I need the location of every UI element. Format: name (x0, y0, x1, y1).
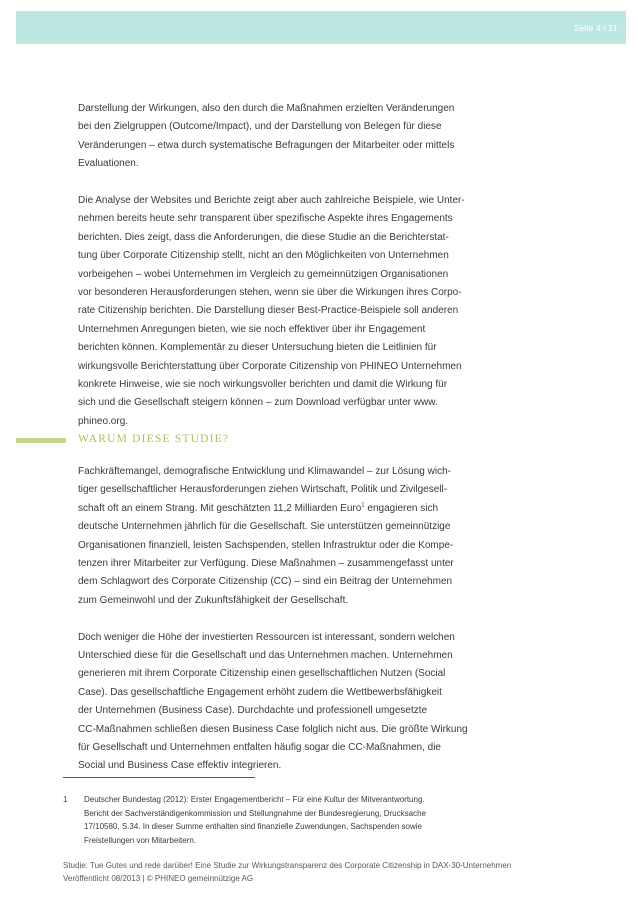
intro-paragraph-1 (78, 100, 468, 174)
text-line: tung über Corporate Citizenship stellt, nicht an den Möglichkeiten von Unternehmen (78, 250, 449, 262)
footer-study-title: Studie: Tue Gutes und rede darüber! Eine Studie zur Wirkungstransparenz des Corporate Citizenship in DAX-30-Unternehmen (63, 861, 512, 870)
intro-paragraph-2 (78, 192, 468, 431)
text-line: dem Schlagwort des Corporate Citizenship (CC) – sind ein Beitrag der Unternehmen (78, 576, 453, 588)
text-line: rate Citizenship berichten. Die Darstellung dieser Best-Practice-Beispiele soll anderen (78, 305, 459, 317)
text-line: Unterschied diese für die Gesellschaft und das Unternehmen machen. Unternehmen (78, 650, 453, 662)
section-text (78, 463, 468, 776)
text-line: CC-Maßnahmen schließen diesen Business Case folglich nicht aus. Die größte Wirkung (78, 723, 468, 735)
text-line: Fachkräftemangel, demografische Entwicklung und Klimawandel – zur Lösung wich- (78, 466, 451, 477)
footnote-line: 17/10580, S.34. In dieser Summe enthalten sind finanzielle Zuwendungen, Sachspenden sowie (84, 822, 423, 832)
text-line: berichten können. Komplementär zu dieser Untersuchung bieten die Leitlinien für (78, 342, 437, 354)
text-line: Doch weniger die Höhe der investierten Ressourcen ist interessant, sondern welchen (78, 631, 455, 643)
text-line: konkrete Hinweise, wie sie noch wirkungsvoller berichten und damit die Wirkung für (78, 379, 448, 391)
text-line: Organisationen finanziell, leisten Sachspenden, stellen Infrastruktur oder die Kompe- (78, 539, 454, 551)
footnote-text (84, 793, 483, 848)
footnote (63, 793, 483, 848)
text-line: generieren mit ihrem Corporate Citizenship einen gesellschaftlichen Nutzen (Social (78, 668, 446, 680)
text-line: Evaluationen. (78, 158, 139, 170)
intro-text (78, 100, 468, 431)
footnote-number: 1 (63, 795, 68, 804)
text-line (78, 500, 468, 518)
page-number: Seite 4 / 21 (573, 24, 618, 33)
footnote-divider (63, 777, 255, 778)
text-line: zum Gemeinwohl und der Zukunftsfähigkeit der Gesellschaft. (78, 594, 349, 606)
text-line: Die Analyse der Websites und Berichte zeigt aber auch zahlreiche Beispiele, wie Unter- (78, 195, 465, 207)
text-line: vor besonderen Herausforderungen stehen, wenn sie über die Wirkungen ihres Corpo- (78, 287, 462, 299)
section-accent-bar (16, 438, 66, 443)
page-footer (63, 860, 623, 885)
header-band (16, 11, 626, 44)
text-line: Darstellung der Wirkungen, also den durch die Maßnahmen erzielten Veränderungen (78, 103, 455, 114)
footer-publication: Veröffentlicht 08/2013 | © PHINEO gemeinnützige AG (63, 873, 254, 883)
section-heading (16, 433, 486, 449)
text-line: Social und Business Case effektiv integrieren. (78, 760, 282, 772)
text-line: sich und die Gesellschaft steigern können – zum Download verfügbar unter www. (78, 397, 438, 409)
text-line: bei den Zielgruppen (Outcome/Impact), und der Darstellung von Belegen für diese (78, 121, 442, 133)
footnote-line: Freistellungen von Mitarbeitern. (84, 836, 197, 846)
text-line: vorbeigehen – wobei Unternehmen im Vergleich zu gemeinnützigen Organisationen (78, 268, 449, 280)
text-line: tiger gesellschaftlicher Herausforderungen ziehen Wirtschaft, Politik und Zivilgesell- (78, 484, 448, 496)
footnote-reference: 1 (361, 502, 365, 509)
text-line: der Unternehmen (Business Case). Durchdachte und professionell umgesetzte (78, 705, 428, 717)
text-line: nehmen bereits heute sehr transparent über spezifische Aspekte ihres Engagements (78, 213, 453, 225)
footnote-line: Bericht der Sachverständigenkommission und Stellungnahme der Bundesregierung, Drucksache (84, 808, 426, 818)
text-line: Case). Das gesellschaftliche Engagement erhöht zudem die Wettbewerbsfähigkeit (78, 686, 442, 698)
text-line: für Gesellschaft und Unternehmen entfalten häufig sogar die CC-Maßnahmen, die (78, 742, 441, 754)
section-title: WARUM DIESE STUDIE? (78, 433, 230, 445)
text-line: Unternehmen Anregungen bieten, wie sie noch effektiver über ihr Engagement (78, 323, 426, 335)
text-line: wirkungsvolle Berichterstattung über Corporate Citizenship von PHINEO Unternehmen (78, 360, 462, 372)
text-line: berichten. Dies zeigt, dass die Anforderungen, die diese Studie an die Berichterstat- (78, 231, 449, 243)
text-fragment: schaft oft an einem Strang. Mit geschätzten 11,2 Milliarden Euro (78, 502, 362, 514)
footnote-line: Deutscher Bundestag (2012): Erster Engagementbericht – Für eine Kultur der Mitverantwortung. (84, 795, 425, 804)
text-line: deutsche Unternehmen jährlich für die Gesellschaft. Sie unterstützen gemeinnützige (78, 521, 451, 533)
section-paragraph-1 (78, 463, 468, 610)
text-line: Veränderungen – etwa durch systematische Befragungen der Mitarbeiter oder mittels (78, 139, 455, 151)
text-fragment: engagieren sich (364, 502, 439, 514)
text-line: tenzen ihrer Mitarbeiter zur Verfügung. Diese Maßnahmen – zusammengefasst unter (78, 558, 454, 570)
section-paragraph-2 (78, 629, 468, 776)
text-line: phineo.org. (78, 415, 129, 427)
